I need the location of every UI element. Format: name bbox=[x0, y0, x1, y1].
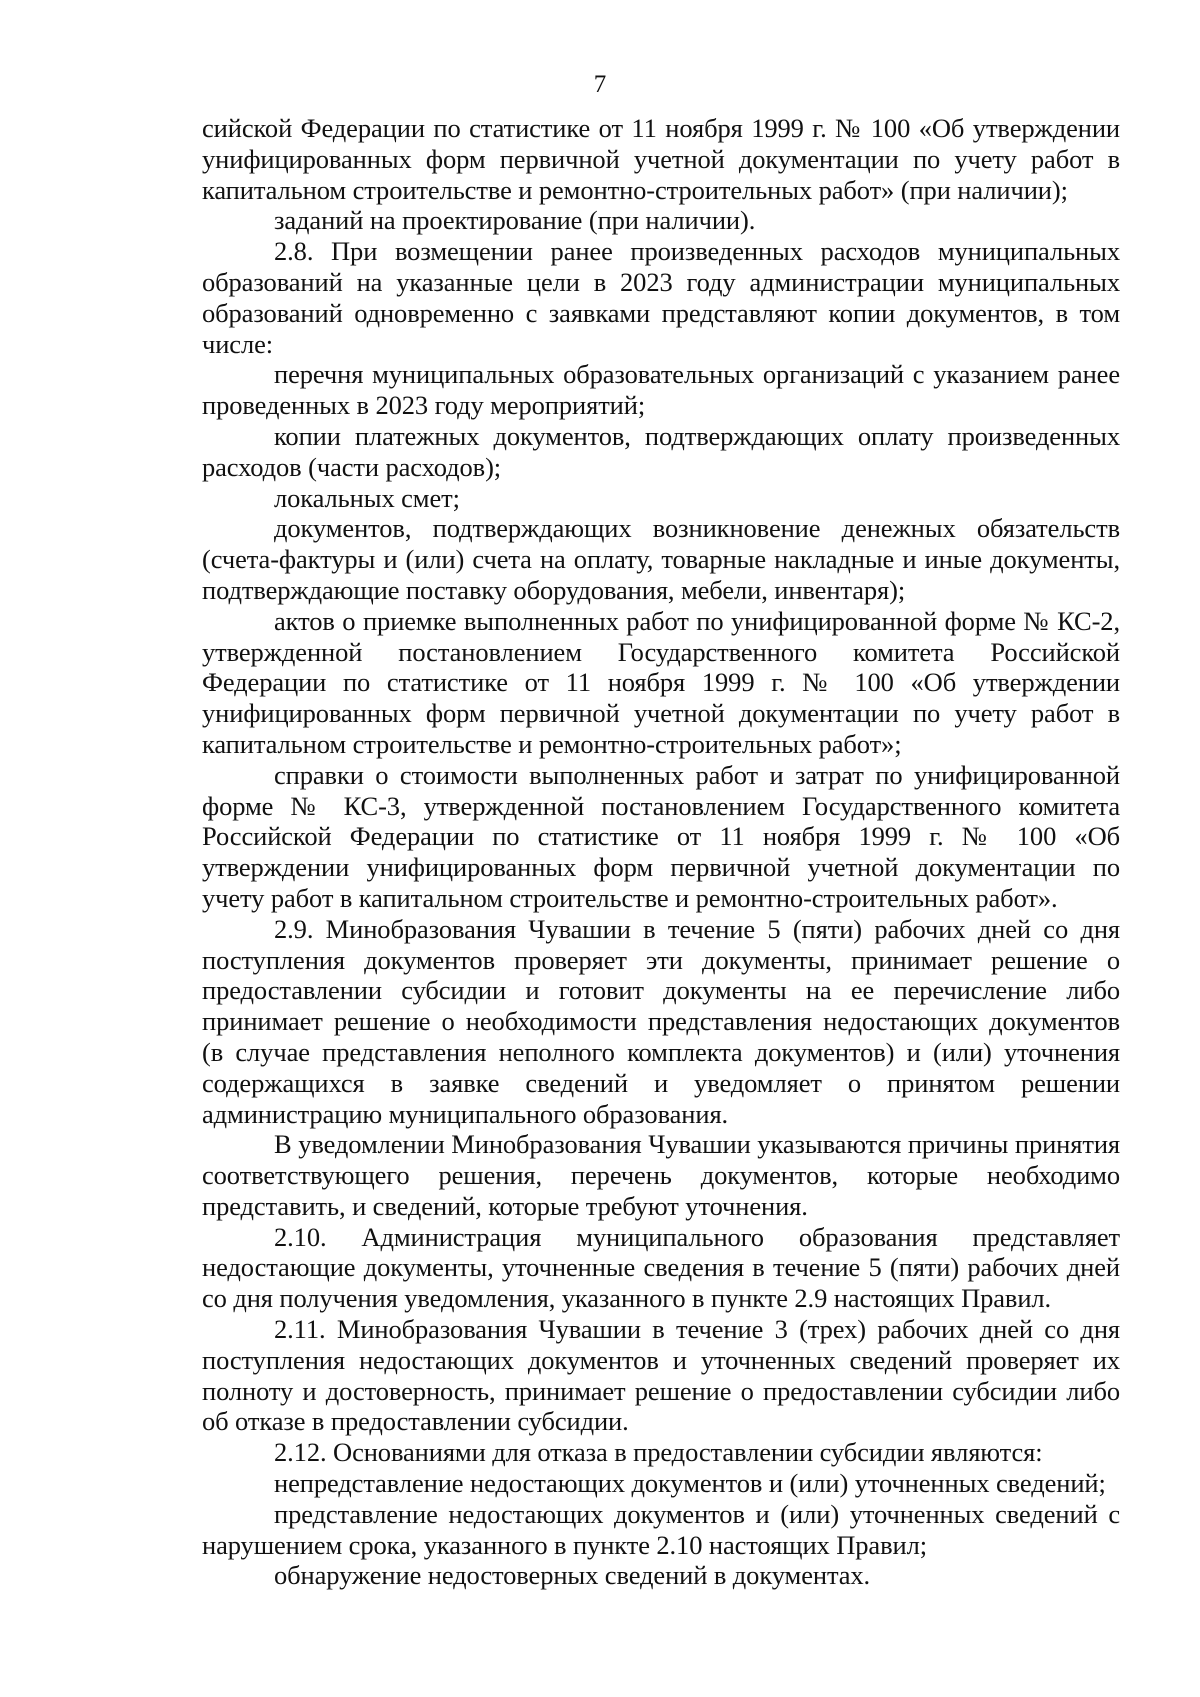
paragraph: 2.8. При возмещении ранее произведенных расходов муниципальных образований на указанные цели в 2023 году администрации муниципальных образований одновременно с заявками представляют копии документов, в том числе: bbox=[202, 236, 1120, 359]
paragraph: сийской Федерации по статистике от 11 ноября 1999 г. № 100 «Об утверждении унифицированных форм первичной учетной документации по учету работ в капитальном строительстве и ремонтно-строительных работ» (при наличии); bbox=[202, 113, 1120, 205]
page-number: 7 bbox=[593, 71, 607, 98]
paragraph: представление недостающих документов и (или) уточненных сведений с нарушением срока, указанного в пункте 2.10 настоящих Правил; bbox=[202, 1498, 1120, 1560]
paragraph: локальных смет; bbox=[274, 482, 460, 513]
paragraph: актов о приемке выполненных работ по унифицированной форме № КС-2, утвержденной постановлением Государственного комитета Российской Федерации по статистике от 11 ноября 1999 г. № 100 «Об утверждении унифицированных форм первичной учетной документации по учету работ в капитальном строительстве и ремонтно-строительных работ»; bbox=[202, 605, 1120, 759]
paragraph: перечня муниципальных образовательных организаций с указанием ранее проведенных в 2023 году мероприятий; bbox=[202, 359, 1120, 421]
paragraph: документов, подтверждающих возникновение денежных обязательств (счета-фактуры и (или) счета на оплату, товарные накладные и иные документы, подтверждающие поставку оборудования, мебели, инвентаря); bbox=[202, 513, 1120, 605]
paragraph: копии платежных документов, подтверждающих оплату произведенных расходов (части расходов); bbox=[202, 420, 1120, 482]
paragraph: обнаружение недостоверных сведений в документах. bbox=[274, 1560, 871, 1591]
paragraph: заданий на проектирование (при наличии). bbox=[274, 205, 756, 236]
paragraph: непредставление недостающих документов и (или) уточненных сведений; bbox=[274, 1468, 1106, 1499]
paragraph: 2.12. Основаниями для отказа в предоставлении субсидии являются: bbox=[274, 1437, 1043, 1468]
paragraph: 2.10. Администрация муниципального образования представляет недостающие документы, уточненные сведения в течение 5 (пяти) рабочих дней со дня получения уведомления, указанного в пункте 2.9 настоящих Правил. bbox=[202, 1221, 1120, 1314]
paragraph: В уведомлении Минобразования Чувашии указываются причины принятия соответствующего решения, перечень документов, которые необходимо представить, и сведений, которые требуют уточнения. bbox=[202, 1129, 1120, 1221]
paragraph: справки о стоимости выполненных работ и затрат по унифицированной форме № КС-3, утвержденной постановлением Государственного комитета Российской Федерации по статистике от 11 ноября 1999 г. № 100 «Об утверждении унифицированных форм первичной учетной документации по учету работ в капитальном строительстве и ремонтно-строительных работ». bbox=[202, 759, 1120, 913]
paragraph: 2.11. Минобразования Чувашии в течение 3 (трех) рабочих дней со дня поступления недостающих документов и уточненных сведений проверяет их полноту и достоверность, принимает решение о предоставлении субсидии либо об отказе в предоставлении субсидии. bbox=[202, 1314, 1120, 1437]
paragraph: 2.9. Минобразования Чувашии в течение 5 (пяти) рабочих дней со дня поступления документов проверяет эти документы, принимает решение о предоставлении субсидии и готовит документы на ее перечисление либо принимает решение о необходимости представления недостающих документов (в случае представления неполного комплекта документов) и (или) уточнения содержащихся в заявке сведений и уведомляет о принятом решении администрацию муниципального образования. bbox=[202, 913, 1120, 1129]
document-body bbox=[202, 113, 1120, 1591]
